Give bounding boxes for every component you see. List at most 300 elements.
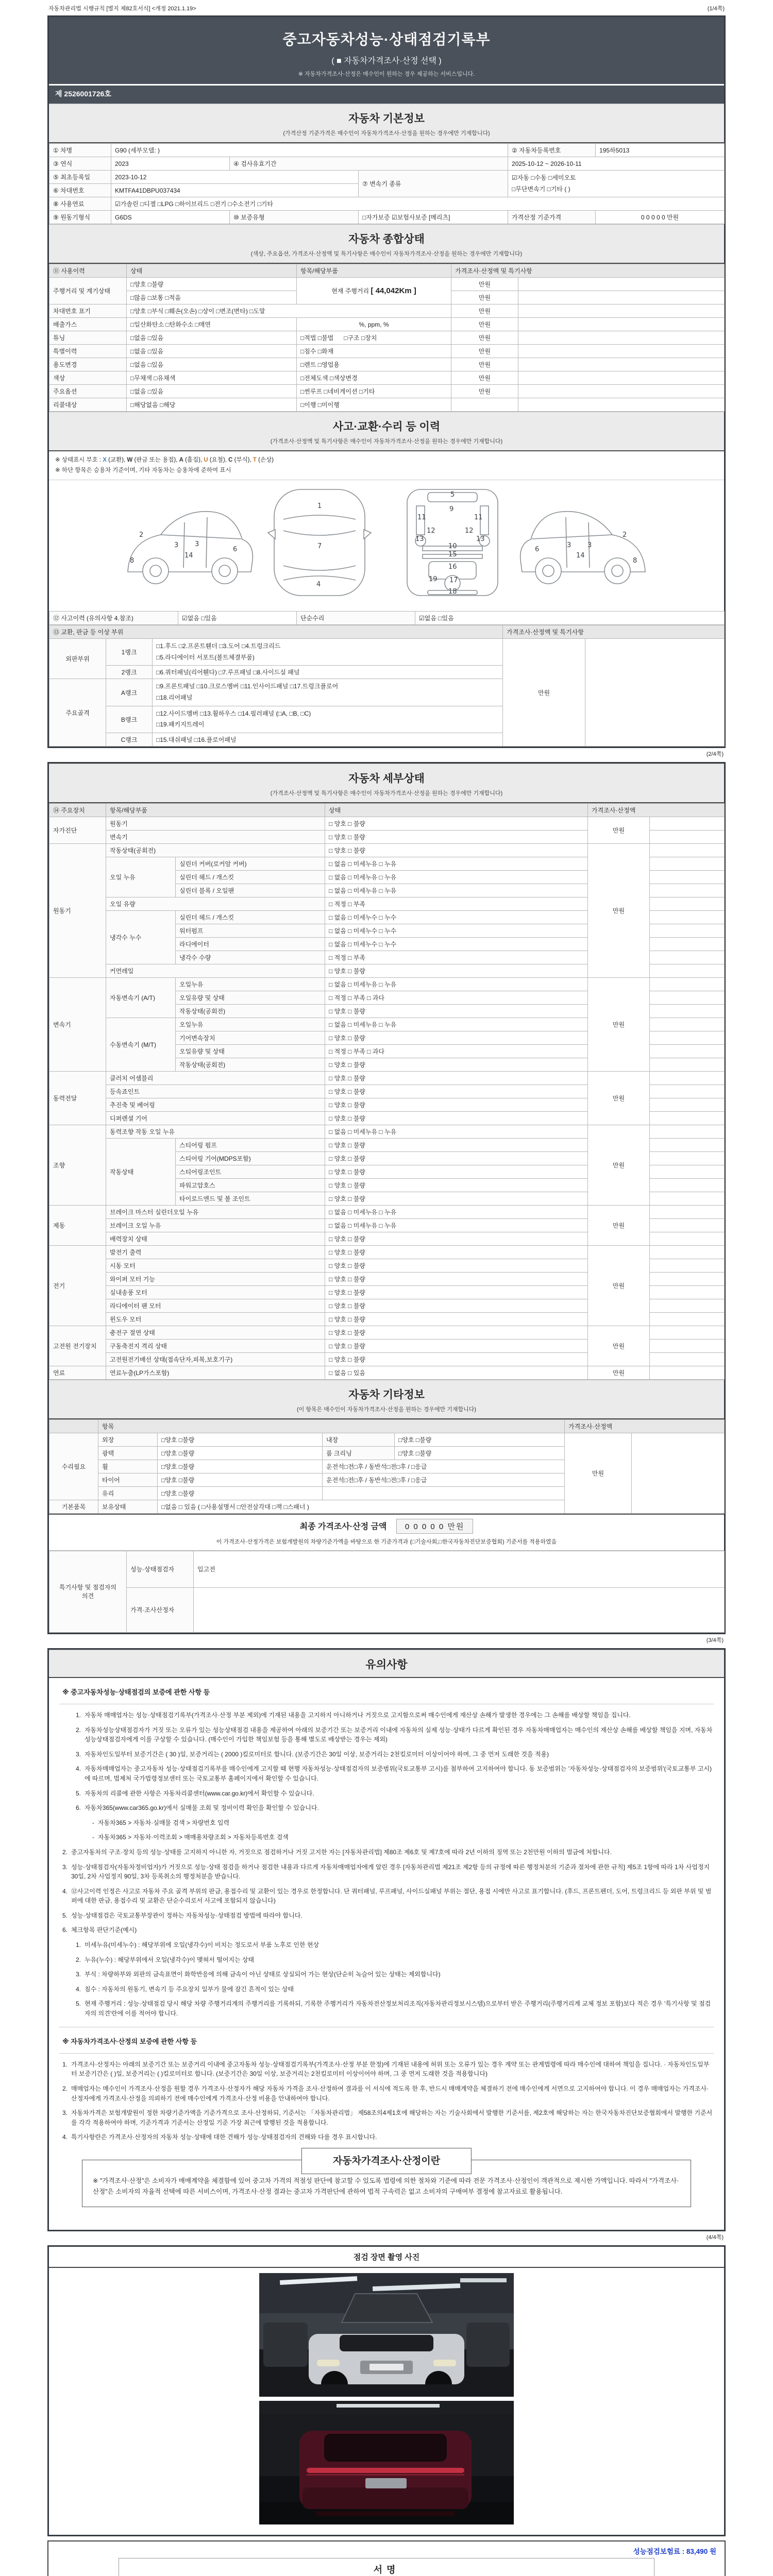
item-at-level: 오일유량 및 상태 <box>176 991 325 1004</box>
item-at: 자동변속기 (A/T) <box>106 977 176 1018</box>
remark-cell[interactable] <box>650 1205 725 1218</box>
remark-cell[interactable] <box>650 951 725 964</box>
section-notice-title: 유의사항 <box>365 1658 408 1671</box>
other-col-price: 가격조사·산정액 <box>565 1419 725 1433</box>
item-oil-level: 오일 유량 <box>106 897 325 910</box>
item-st-pump: 스티어링 펌프 <box>176 1138 325 1151</box>
section-notice-header <box>49 1650 724 1678</box>
section-accident-header <box>49 412 724 451</box>
wheel-position-checkboxes[interactable]: 운전석□전□후 / 동반석□전□후 / □응급 <box>323 1460 565 1473</box>
notice-item: 5. 자동차의 리콜에 관한 사항은 자동차리콜센터(www.car.go.kr)에서 확인할 수 있습니다. <box>75 1789 314 1797</box>
group-basic-items: 기본품목 <box>49 1500 98 1513</box>
group-selfdiag: 자가진단 <box>49 817 106 843</box>
engine-type-label: ⑨ 원동기형식 <box>49 211 111 224</box>
item-shaft: 추진축 및 베어링 <box>106 1098 325 1111</box>
inspector-label: 성능·상태점검자 <box>127 1551 194 1587</box>
svg-text:2: 2 <box>623 531 627 539</box>
remark-cell[interactable] <box>650 1366 725 1379</box>
simple-repair-checkboxes[interactable]: ☑없음 □있음 <box>415 612 725 625</box>
item-clutch: 클러치 어셈블리 <box>106 1071 325 1084</box>
item-mt: 수동변속기 (M/T) <box>106 1018 176 1071</box>
exchange-price: 만원 <box>503 639 585 747</box>
other-remark[interactable] <box>632 1433 725 1513</box>
remark-cell[interactable] <box>650 884 725 897</box>
car-diagram-svg <box>113 485 660 601</box>
color-detail[interactable]: □전체도색 □색상변경 <box>297 371 451 385</box>
item-hold-state: 보유상태 <box>98 1500 158 1513</box>
state-at-idle[interactable]: □ 양호 □ 불량 <box>325 1004 588 1018</box>
tire-position-checkboxes[interactable]: 운전석□전□후 / 동반석□전□후 / □응급 <box>323 1473 565 1486</box>
group-steering: 조향 <box>49 1125 106 1205</box>
group-repair-needed: 수리필요 <box>49 1433 98 1500</box>
item-selfdiag-engine: 원동기 <box>106 817 325 830</box>
item-br-oil: 브레이크 오일 누유 <box>106 1218 325 1232</box>
state-mt-leak[interactable]: □ 없음 □ 미세누유 □ 누유 <box>325 1018 588 1031</box>
mileage-label: 주행거리 및 계기상태 <box>49 278 127 304</box>
col-use-history: ⑪ 사용이력 <box>49 264 127 278</box>
svg-text:3: 3 <box>587 541 592 550</box>
photo-area <box>49 2268 724 2535</box>
special-history-checkboxes[interactable]: □없음 □있음 <box>127 345 297 358</box>
state-st-tierod[interactable]: □ 양호 □ 불량 <box>325 1192 588 1205</box>
rankC-label: C랭크 <box>106 733 153 746</box>
vin-label: ⑥ 차대번호 <box>49 184 111 197</box>
state-commonrail[interactable]: □ 양호 □ 불량 <box>325 964 588 977</box>
year-value: 2023 <box>111 157 230 171</box>
svg-text:8: 8 <box>130 557 135 565</box>
form-title-band <box>49 17 724 84</box>
item-st-joint: 스티어링조인트 <box>176 1165 325 1178</box>
notice-item: 6. 자동차365(www.car365.go.kr)에서 실매물 조회 및 정비이력 확인을 확인할 수 있습니다. <box>75 1804 319 1812</box>
definition-box-text: ※ "가격조사·산정"은 소비자가 매매계약을 체결함에 있어 중고차 가격의 적절성 판단에 참고할 수 있도록 법령에 의한 절차와 기준에 따라 전문 가격조사·산정인이 객관적으로 제시한 가액입니다. 따라서 "가격조사·산정"은 소비자의 자율적 선택에 따른 서비스이며, 가격조사·산정 결과는 중고차 가격판단에 관하여 법적 구속력은 없고 소비자의 구매여부 결정에 참고자료로 활용됩니다. <box>93 2177 679 2196</box>
state-st-hose[interactable]: □ 양호 □ 불량 <box>325 1178 588 1192</box>
vin-mark-label: 차대번호 표기 <box>49 304 127 318</box>
notice-item: 4. ⑫사고이력 인정은 사고로 자동차 주요 골격 부위의 판금, 용접수리 및 교환이 있는 경우로 한정합니다. 단 쿼터패널, 루프패널, 사이드실패널 부위는 절단, 용접 시에만 사고로 표기합니다. (후드, 프론트펜더, 도어, 트렁크리드 등 외판 부위 및 범퍼에 대한 판금, 용접수리 및 교환은 단순수리로서 사고에 포함되지 않습니다) <box>62 1887 712 1905</box>
item-st-hose: 파워고압호스 <box>176 1178 325 1192</box>
group-powertrain: 동력전달 <box>49 1071 106 1125</box>
section-accident-title: 사고·교환·수리 등 이력 <box>332 421 441 433</box>
mileage-amount-checkboxes[interactable]: □많음 □보통 □적음 <box>127 291 297 304</box>
state-mt-level[interactable]: □ 적정 □ 부족 □ 과다 <box>325 1044 588 1058</box>
svg-text:3: 3 <box>567 541 572 550</box>
price-powertrain: 만원 <box>588 1071 650 1125</box>
item-commonrail: 커먼레일 <box>106 964 325 977</box>
group-highvoltage: 고전원 전기장치 <box>49 1326 106 1366</box>
price-transmission: 만원 <box>588 977 650 1071</box>
emission-checkboxes[interactable]: □일산화탄소 □탄화수소 □매연 <box>127 318 297 331</box>
remark-cell[interactable] <box>650 1299 725 1312</box>
item-at-leak: 오일누유 <box>176 977 325 991</box>
state-el-window[interactable]: □ 양호 □ 불량 <box>325 1312 588 1326</box>
usage-change-remark[interactable] <box>518 358 725 371</box>
state-cool-rad[interactable]: □ 없음 □ 미세누수 □ 누수 <box>325 937 588 951</box>
exchange-price-header: 가격조사·산정액 및 특기사항 <box>503 625 725 639</box>
remark-cell[interactable] <box>650 1125 725 1138</box>
item-oil-leak: 오일 누유 <box>106 857 176 897</box>
final-price-row <box>49 1514 724 1551</box>
svg-text:8: 8 <box>633 557 637 565</box>
state-selfdiag-trans[interactable]: □ 양호 □ 불량 <box>325 830 588 843</box>
remark-cell[interactable] <box>650 857 725 870</box>
car-name-value: G90 (세부모델: ) <box>111 144 508 157</box>
page-3 <box>47 1648 726 2232</box>
svg-text:3: 3 <box>195 540 199 549</box>
state-tire[interactable]: □양호 □불량 <box>158 1473 323 1486</box>
state-eng-idle[interactable]: □ 양호 □ 불량 <box>325 843 588 857</box>
base-price-label: 가격산정 기준가격 <box>508 211 596 224</box>
remark-cell[interactable] <box>650 1138 725 1151</box>
remark-cell[interactable] <box>650 1259 725 1272</box>
state-st-pump[interactable]: □ 양호 □ 불량 <box>325 1138 588 1151</box>
svg-text:1: 1 <box>317 502 322 511</box>
state-el-start[interactable]: □ 양호 □ 불량 <box>325 1259 588 1272</box>
transmission-label: ⑦ 변속기 종류 <box>359 171 508 197</box>
page-marker-1: (1/4쪽) <box>707 6 725 12</box>
group-brake: 제동 <box>49 1205 106 1245</box>
item-oil-block: 실린더 블록 / 오일팬 <box>176 884 325 897</box>
notice-item: 3. 자동차가격은 보험개발원이 정한 차량기준가액을 기준가격으로 조사·산정하되, 기준서는 「자동차관리법」 제58조의4제1호에 해당하는 자는 기술사회에서 발행한 기준서를, 제2호에 해당하는 자는 한국자동차진단보증협회에서 발행한 기준서를 각각 적용하여야 하며, 기준가격과 기준서는 산정일 기준 가장 최근에 발행된 것을 적용합니다. <box>62 2109 713 2126</box>
item-mt-leak: 오일누유 <box>176 1018 325 1031</box>
recall-remark[interactable] <box>518 398 725 412</box>
state-hv-batt[interactable]: □ 양호 □ 불량 <box>325 1339 588 1352</box>
vin-mark-checkboxes[interactable]: □양호 □부식 □훼손(오손) □상이 □변조(변타) □도말 <box>127 304 451 318</box>
remark-cell[interactable] <box>650 843 725 857</box>
remark-cell[interactable] <box>650 1071 725 1084</box>
svg-text:11: 11 <box>474 514 483 522</box>
tuning-remark[interactable] <box>518 331 725 345</box>
photo-section-title: 점검 장면 촬영 사진 <box>49 2247 724 2268</box>
item-hv-port: 충전구 절연 상태 <box>106 1326 325 1339</box>
definition-box-title: 자동차가격조사·산정이란 <box>301 2148 472 2174</box>
section-basic-note: (가격산정 기준가격은 매수인이 자동차가격조사·산정을 원하는 경우에만 기재합니다) <box>283 130 490 137</box>
car-diagram <box>49 480 724 611</box>
inspection-photo-front <box>259 2273 514 2397</box>
special-history-remark[interactable] <box>518 345 725 358</box>
item-steer-leak: 동력조향 작동 오일 누유 <box>106 1125 325 1138</box>
price-electric: 만원 <box>588 1245 650 1326</box>
emission-units[interactable]: %, ppm, % <box>297 318 451 331</box>
form-subtitle: ( ■ 자동차가격조사·산정 선택 ) <box>331 57 442 65</box>
color-remark[interactable] <box>518 371 725 385</box>
price-selfdiag: 만원 <box>588 817 650 843</box>
item-polish: 광택 <box>98 1446 158 1460</box>
remark-cell[interactable] <box>650 1339 725 1352</box>
recall-detail[interactable]: □이행 □미이행 <box>297 398 451 412</box>
state-selfdiag-engine[interactable]: □ 양호 □ 불량 <box>325 817 588 830</box>
remark-cell[interactable] <box>650 937 725 951</box>
mileage-remark[interactable] <box>518 278 725 291</box>
remark-cell[interactable] <box>650 1031 725 1044</box>
final-price-amount: 0 0 0 0 0 만원 <box>396 1519 474 1534</box>
svg-text:18: 18 <box>448 588 457 596</box>
notice-item: 2. 중고자동차의 구조·장치 등의 성능·상태를 고지하지 아니한 자, 거짓으로 점검하거나 거짓 고지한 자는 [자동차관리법] 제80조 제6호 및 제7호에 따라 2년 이하의 징역 또는 2천만원 이하의 벌금에 처합니다. <box>62 1848 612 1856</box>
svg-text:10: 10 <box>448 543 457 551</box>
panel-exchange-table <box>49 625 725 747</box>
state-st-joint[interactable]: □ 양호 □ 불량 <box>325 1165 588 1178</box>
exchange-remark[interactable] <box>585 639 725 747</box>
inspection-fee: 성능점검보험료 : 83,490 원 <box>633 2548 716 2556</box>
price-brake: 만원 <box>588 1205 650 1245</box>
item-el-fan: 라디에이터 팬 모터 <box>106 1299 325 1312</box>
final-price-note: 이 가격조사·산정가격은 보험개발원의 차량기준가액을 바탕으로 한 기준가격과 (□기술사회,□한국자동차진단보증협회) 기준서를 적용하였음 <box>216 1538 557 1545</box>
notice-item: 3. 성능·상태점검자(자동차정비업자)가 거짓으로 성능·상태 점검을 하거나 점검한 내용과 다르게 자동차매매업자에게 알린 경우 [자동차관리법 제21조 제2항 등의 규정에 따른 행정처분의 기준과 절차에 관한 규칙] 제5조 1항에 따라 1차 사업정지 30일, 2차 사업정지 90일, 3차 등록취소의 행정처분을 받습니다. <box>62 1863 710 1880</box>
remark-cell[interactable] <box>650 1098 725 1111</box>
item-hv-wire: 고전원전기배선 상태(접속단자,피복,보호기구) <box>106 1352 325 1366</box>
state-roomclean[interactable]: □양호 □불량 <box>395 1446 565 1460</box>
rankB-label: B랭크 <box>106 706 153 733</box>
notice-sec1-heading: ※ 중고자동차성능·상태점검의 보증에 관한 사항 등 <box>59 1680 714 1704</box>
options-remark[interactable] <box>518 385 725 398</box>
special-history-label: 특별이력 <box>49 345 127 358</box>
remark-cell[interactable] <box>650 1004 725 1018</box>
rankA-label: A랭크 <box>106 679 153 706</box>
col-price: 가격조사·산정액 및 특기사항 <box>451 264 725 278</box>
state-el-blower[interactable]: □ 양호 □ 불량 <box>325 1285 588 1299</box>
remark-cell[interactable] <box>650 991 725 1004</box>
svg-text:9: 9 <box>449 505 454 514</box>
svg-text:16: 16 <box>448 563 457 571</box>
remark-cell[interactable] <box>650 1192 725 1205</box>
state-st-gear[interactable]: □ 양호 □ 불량 <box>325 1151 588 1165</box>
warranty-checkboxes[interactable]: □자가보증 ☑보험사보증 [메리츠] <box>359 211 508 224</box>
state-clutch[interactable]: □ 양호 □ 불량 <box>325 1071 588 1084</box>
rank2-checkboxes[interactable]: □6.쿼터패널(리어휀다) □7.루프패널 □8.사이드실 패널 <box>153 666 503 679</box>
remark-cell[interactable] <box>650 1285 725 1299</box>
remark-cell[interactable] <box>650 1272 725 1285</box>
item-el-blower: 실내송풍 모터 <box>106 1285 325 1299</box>
notice-item: 1. 가격조사·산정자는 아래의 보증기간 또는 보증거리 이내에 중고자동차 성능·상태점검기록부(가격조사·산정 부분 한정)에 기재된 내용에 허위 또는 오류가 있는 경우 계약 또는 관계법령에 따라 매수인에 대하여 책임을 집니다. · 자동차인도일부터 보증기간은 ( )일, 보증거리는 ( )킬로미터로 합니다. (보증기간은 30일 이상, 보증거리는 2천킬로미터 이상이어야 하며, 그 중 먼저 도래한 것을 적용합니다) <box>62 2060 710 2078</box>
signature-title: 서명 <box>119 2558 654 2576</box>
state-oil-level[interactable]: □ 적정 □ 부족 <box>325 897 588 910</box>
usage-change-checkboxes[interactable]: □없음 □있음 <box>127 358 297 371</box>
remark-cell[interactable] <box>650 1312 725 1326</box>
state-steer-leak[interactable]: □ 없음 □ 미세누유 □ 누유 <box>325 1125 588 1138</box>
special-history-detail[interactable]: □침수 □화재 <box>297 345 451 358</box>
appraiser-label: 가격·조사산정자 <box>127 1587 194 1632</box>
options-detail[interactable]: □썬루프 □네비게이션 □기타 <box>297 385 451 398</box>
remark-cell[interactable] <box>650 977 725 991</box>
state-cool-level[interactable]: □ 적정 □ 부족 <box>325 951 588 964</box>
item-at-idle: 작동상태(공회전) <box>176 1004 325 1018</box>
item-el-gen: 발전기 출력 <box>106 1245 325 1259</box>
transmission-checkboxes[interactable]: ☑자동 □수동 □세미오토 □무단변속기 □기타 ( ) <box>508 171 725 197</box>
remark-cell[interactable] <box>650 1058 725 1071</box>
page-2 <box>47 762 726 1634</box>
state-at-level[interactable]: □ 적정 □ 부족 □ 과다 <box>325 991 588 1004</box>
svg-text:11: 11 <box>417 514 426 522</box>
section-overall-note: (색상, 주요옵션, 가격조사·산정액 및 특기사항은 매수인이 자동차가격조사·산정을 원하는 경우에만 기재합니다) <box>250 251 523 258</box>
remark-cell[interactable] <box>650 1018 725 1031</box>
group-fuel: 연료 <box>49 1366 106 1379</box>
price-other: 만원 <box>565 1433 632 1513</box>
notice-criteria-item: 4. 침수 : 자동차의 원동기, 변속기 등 주요장치 일부가 물에 잠긴 흔적이 있는 상태 <box>75 1985 294 1993</box>
col-device: ⑭ 주요장치 <box>49 803 106 817</box>
state-el-fan[interactable]: □ 양호 □ 불량 <box>325 1299 588 1312</box>
tuning-detail-checkboxes[interactable]: □적법 □불법 □구조 □장치 <box>297 331 451 345</box>
state-wheel[interactable]: □양호 □불량 <box>158 1460 323 1473</box>
col-detail-price: 가격조사·산정액 <box>588 803 725 817</box>
state-mt-gear[interactable]: □ 양호 □ 불량 <box>325 1031 588 1044</box>
item-roomclean: 룸 크리닝 <box>323 1446 395 1460</box>
section-basic-title: 자동차 기본정보 <box>348 113 425 125</box>
rankB-checkboxes[interactable]: □12.사이드멤버 □13.휠하우스 □14.필러패널 (□A, □B, □C) □19.패키지트레이 <box>153 706 503 733</box>
mileage-part: 현재 주행거리 [ 44,042Km ] <box>297 278 451 304</box>
item-oil-rocker: 실린더 커버(로커암 커버) <box>176 857 325 870</box>
state-exterior[interactable]: □양호 □불량 <box>158 1433 323 1446</box>
svg-text:2: 2 <box>139 531 144 539</box>
exchange-header: ⑬ 교환, 판금 등 이상 부위 <box>49 625 503 639</box>
state-mt-idle[interactable]: □ 양호 □ 불량 <box>325 1058 588 1071</box>
col-part: 항목/해당부품 <box>297 264 451 278</box>
item-mt-gear: 기어변속장치 <box>176 1031 325 1044</box>
usage-change-price: 만원 <box>451 358 518 371</box>
state-at-leak[interactable]: □ 없음 □ 미세누유 □ 누유 <box>325 977 588 991</box>
remark-cell[interactable] <box>650 1044 725 1058</box>
vin-mark-remark[interactable] <box>518 304 725 318</box>
section-other-note: (이 항목은 매수인이 자동차가격조사·산정을 원하는 경우에만 기재합니다) <box>296 1406 477 1413</box>
tuning-checkboxes[interactable]: □없음 □있음 <box>127 331 297 345</box>
section-other-title: 자동차 기타정보 <box>348 1388 425 1401</box>
recall-price <box>451 398 518 412</box>
item-hv-batt: 구동축전지 격리 상태 <box>106 1339 325 1352</box>
item-mt-level: 오일유량 및 상태 <box>176 1044 325 1058</box>
notice-item: 2. 매매업자는 매수인이 가격조사·산정을 원할 경우 가격조사·산정자가 해당 자동차 가격을 조사·산정하여 결과를 이 서식에 적도록 한 후, 반드시 매매계약을 체결하기 전에 매수인에게 서면으로 고지하여야 합니다. 이 경우 매매업자는 가격조사·산정자에게 가격조사·산정을 의뢰하기 전에 매수인에게 가격조사·산정 비용을 안내하여야 합니다. <box>62 2084 709 2102</box>
page-4 <box>47 2245 726 2536</box>
remark-cell[interactable] <box>650 924 725 937</box>
remark-cell[interactable] <box>650 1151 725 1165</box>
color-checkboxes[interactable]: □무채색 □유채색 <box>127 371 297 385</box>
state-br-oil[interactable]: □ 없음 □ 미세누유 □ 누유 <box>325 1218 588 1232</box>
rank1-label: 1랭크 <box>106 639 153 666</box>
usage-change-detail[interactable]: □렌트 □영업용 <box>297 358 451 371</box>
state-br-boost[interactable]: □ 양호 □ 불량 <box>325 1232 588 1245</box>
emission-remark[interactable] <box>518 318 725 331</box>
remark-cell[interactable] <box>650 910 725 924</box>
section-detail-title: 자동차 세부상태 <box>348 772 425 785</box>
svg-text:14: 14 <box>184 552 193 560</box>
state-oil-block[interactable]: □ 없음 □ 미세누유 □ 누유 <box>325 884 588 897</box>
state-glass[interactable]: □양호 □불량 <box>158 1486 323 1500</box>
mileage-price-2: 만원 <box>451 291 518 304</box>
section-detail-note: (가격조사·산정액 및 특기사항은 매수인이 자동차가격조사·산정을 원하는 경우에만 기재합니다) <box>270 790 503 796</box>
remark-cell[interactable] <box>650 897 725 910</box>
state-cool-pump[interactable]: □ 없음 □ 미세누수 □ 누수 <box>325 924 588 937</box>
first-reg-label: ⑤ 최초등록일 <box>49 171 111 184</box>
inspection-period-value: 2025-10-12 ~ 2026-10-11 <box>508 157 725 171</box>
item-st-gear: 스티어링 기어(MDPS포함) <box>176 1151 325 1165</box>
state-fuel-leak[interactable]: □ 없음 □ 있음 <box>325 1366 588 1379</box>
notice-body <box>49 1678 724 2230</box>
reg-no-value: 195하5013 <box>596 144 725 157</box>
state-el-gen[interactable]: □ 양호 □ 불량 <box>325 1245 588 1259</box>
accident-history-label: ⑫ 사고이력 (유의사항 4.참조) <box>49 612 178 625</box>
state-polish[interactable]: □양호 □불량 <box>158 1446 323 1460</box>
item-cool-head: 실린더 헤드 / 개스킷 <box>176 910 325 924</box>
state-br-master[interactable]: □ 없음 □ 미세누유 □ 누유 <box>325 1205 588 1218</box>
other-col-blank <box>49 1419 98 1433</box>
notice-subitem: - 자동차365 > 자동차·이력조회 > 매매용차량조회 > 자동차등록번호 검색 <box>92 1834 289 1841</box>
mileage-remark-2[interactable] <box>518 291 725 304</box>
options-checkboxes[interactable]: □없음 □있음 <box>127 385 297 398</box>
section-accident-note: (가격조사·산정액 및 특기사항은 매수인이 자동차가격조사·산정을 원하는 경우에만 기재합니다) <box>270 438 503 445</box>
remark-cell[interactable] <box>650 1084 725 1098</box>
rankC-checkboxes[interactable]: □15.대쉬패널 □16.플로어패널 <box>153 733 503 746</box>
svg-text:14: 14 <box>576 552 585 560</box>
inspector-opinion[interactable]: 입고전 <box>194 1551 725 1587</box>
remark-cell[interactable] <box>650 830 725 843</box>
accident-history-checkboxes[interactable]: ☑없음 □있음 <box>178 612 297 625</box>
state-cv[interactable]: □ 양호 □ 불량 <box>325 1084 588 1098</box>
rankA-checkboxes[interactable]: □9.프론트패널 □10.크로스멤버 □11.인사이드패널 □17.트렁크플로어 □18.리어패널 <box>153 679 503 706</box>
signature-section <box>47 2540 726 2576</box>
engine-type-value: G6DS <box>111 211 230 224</box>
state-oil-head[interactable]: □ 없음 □ 미세누유 □ 누유 <box>325 870 588 884</box>
state-shaft[interactable]: □ 양호 □ 불량 <box>325 1098 588 1111</box>
notice-criteria-item: 1. 미세누유(미세누수) : 해당부위에 오일(냉각수)이 비치는 정도로서 부품 노후로 인한 현상 <box>75 1941 320 1949</box>
svg-text:12: 12 <box>465 527 474 535</box>
state-cool-head[interactable]: □ 없음 □ 미세누수 □ 누수 <box>325 910 588 924</box>
remark-cell[interactable] <box>650 1352 725 1366</box>
remark-cell[interactable] <box>650 964 725 977</box>
first-reg-value: 2023-10-12 <box>111 171 359 184</box>
state-hv-wire[interactable]: □ 양호 □ 불량 <box>325 1352 588 1366</box>
vin-value: KMTFA41DBPU037434 <box>111 184 359 197</box>
price-engine: 만원 <box>588 843 650 977</box>
fuel-checkboxes[interactable]: ☑가솔린 □디젤 □LPG □하이브리드 □전기 □수소전기 □기타 <box>111 197 725 211</box>
state-diff[interactable]: □ 양호 □ 불량 <box>325 1111 588 1125</box>
year-label: ③ 연식 <box>49 157 111 171</box>
state-hv-port[interactable]: □ 양호 □ 불량 <box>325 1326 588 1339</box>
remark-cell[interactable] <box>650 1165 725 1178</box>
group-electric: 전기 <box>49 1245 106 1326</box>
page-marker-3: (3/4쪽) <box>706 1637 724 1643</box>
final-price-label: 최종 가격조사·산정 금액 <box>299 1522 387 1531</box>
fuel-label: ⑧ 사용연료 <box>49 197 111 211</box>
remark-cell[interactable] <box>650 870 725 884</box>
appraiser-opinion[interactable] <box>194 1587 725 1632</box>
state-el-wiper[interactable]: □ 양호 □ 불량 <box>325 1272 588 1285</box>
item-cool-leak: 냉각수 누수 <box>106 910 176 964</box>
item-cool-rad: 라디에이터 <box>176 937 325 951</box>
remark-cell[interactable] <box>650 1111 725 1125</box>
item-cool-level: 냉각수 수량 <box>176 951 325 964</box>
item-glass: 유리 <box>98 1486 158 1500</box>
remark-cell[interactable] <box>650 1218 725 1232</box>
notice-item: 3. 자동차인도일부터 보증기간은 ( 30 )일, 보증거리는 ( 2000 )킬로미터로 합니다. (보증기간은 30일 이상, 보증거리는 2천킬로미터 이상이어야 하며, 그 중 먼저 도래한 것을 적용) <box>75 1750 549 1758</box>
remark-cell[interactable] <box>650 817 725 830</box>
warranty-label: ⑩ 보증유형 <box>230 211 359 224</box>
item-br-boost: 배력장치 상태 <box>106 1232 325 1245</box>
basic-info-table <box>49 143 725 224</box>
remark-cell[interactable] <box>650 1326 725 1339</box>
remark-cell[interactable] <box>650 1178 725 1192</box>
state-interior[interactable]: □양호 □불량 <box>395 1433 565 1446</box>
section-basic-header <box>49 104 724 143</box>
item-exterior: 외장 <box>98 1433 158 1446</box>
recall-checkboxes[interactable]: □해당없음 □해당 <box>127 398 297 412</box>
hold-state-checkboxes[interactable]: □없음 □ 있음 ( □사용설명서 □안전삼각대 □잭 □스패너 ) <box>158 1500 565 1513</box>
remark-cell[interactable] <box>650 1245 725 1259</box>
remark-cell[interactable] <box>650 1232 725 1245</box>
options-label: 주요옵션 <box>49 385 127 398</box>
rank1-checkboxes[interactable]: □1.후드 □2.프론트휀더 □3.도어 □4.트렁크리드 □5.라디에이터 서포트(볼트체결부품) <box>153 639 503 666</box>
group-engine: 원동기 <box>49 843 106 977</box>
state-oil-rocker[interactable]: □ 없음 □ 미세누유 □ 누유 <box>325 857 588 870</box>
section-detail-header <box>49 764 724 803</box>
mileage-state-checkboxes[interactable]: □양호 □불량 <box>127 278 297 291</box>
svg-text:3: 3 <box>174 541 179 550</box>
tuning-price: 만원 <box>451 331 518 345</box>
